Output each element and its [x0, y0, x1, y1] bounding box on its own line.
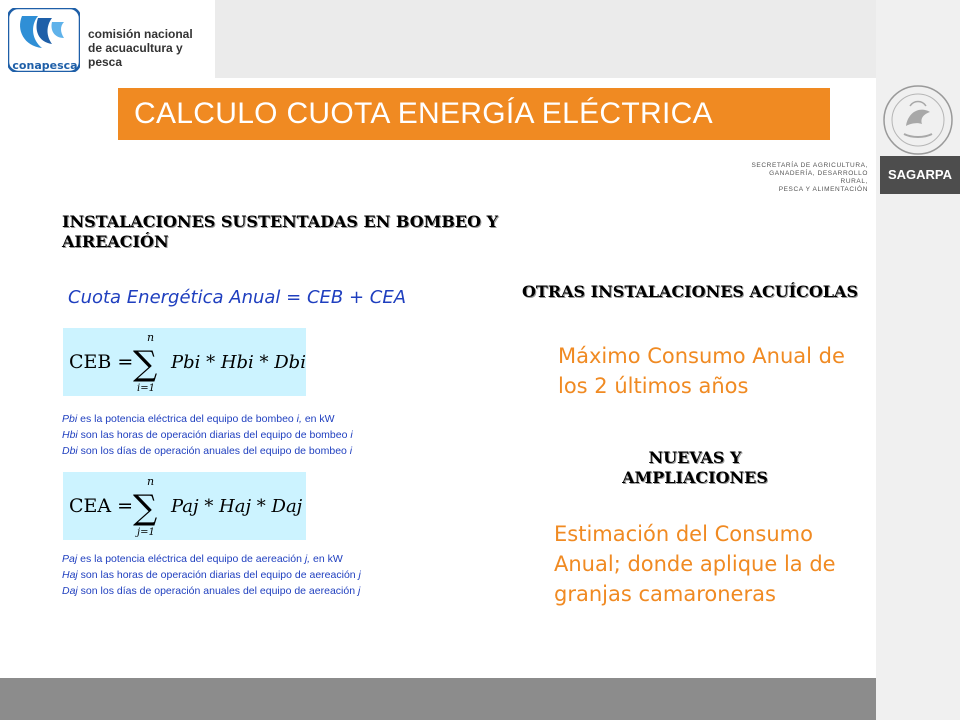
ceb-definition-pbi: Pbi es la potencia eléctrica del equipo de bombeo i, en kW	[62, 413, 335, 425]
heading-bombeo-aireacion: INSTALACIONES SUSTENTADAS EN BOMBEO Y AIREACIÓN	[62, 212, 499, 251]
footer-band	[0, 678, 876, 720]
title-bar	[118, 88, 830, 140]
cea-lower-limit: j=1	[137, 527, 155, 538]
logo-caption: conapesca	[12, 59, 78, 72]
heading-otras-instalaciones: OTRAS INSTALACIONES ACUÍCOLAS	[521, 282, 859, 301]
cea-definition-daj: Daj son los días de operación anuales del equipo de aereación j	[62, 585, 361, 597]
ceb-term: Pbi * Hbi * Dbi	[171, 352, 306, 373]
ceb-lhs: CEB =	[69, 351, 134, 373]
sagarpa-label: SAGARPA	[887, 167, 953, 182]
ceb-upper-limit: n	[147, 331, 155, 344]
slide-title: CALCULO CUOTA ENERGÍA ELÉCTRICA	[134, 97, 713, 130]
heading-nuevas-ampliaciones: NUEVAS Y AMPLIACIONES	[622, 448, 768, 487]
ceb-definition-hbi: Hbi son las horas de operación diarias del equipo de bombeo i	[62, 429, 353, 441]
ceb-definition-dbi: Dbi son los días de operación anuales del equipo de bombeo i	[62, 445, 353, 457]
cea-definition-paj: Paj es la potencia eléctrica del equipo de aereación j, en kW	[62, 553, 343, 565]
otras-description: Máximo Consumo Anual de los 2 últimos años	[558, 344, 845, 398]
annual-quota-formula: Cuota Energética Anual = CEB + CEA	[68, 287, 407, 308]
cea-definitions	[62, 551, 361, 599]
cea-term: Paj * Haj * Daj	[171, 496, 303, 517]
cea-sigma-icon: ∑	[133, 488, 158, 528]
sagarpa-badge	[880, 156, 960, 194]
cea-equation	[63, 472, 306, 540]
mexico-seal-icon	[880, 82, 956, 158]
ceb-sigma-icon: ∑	[133, 344, 158, 384]
conapesca-logo	[0, 0, 215, 78]
secretaria-name: SECRETARÍA DE AGRICULTURA, GANADERÍA, DESARROLLO RURAL, PESCA Y ALIMENTACIÓN	[751, 162, 868, 193]
cea-lhs: CEA =	[69, 495, 134, 517]
cea-equation-graphic	[63, 472, 306, 540]
ceb-definitions	[62, 411, 353, 459]
org-name: comisión nacional de acuacultura y pesca	[88, 27, 193, 69]
ceb-equation	[63, 328, 306, 396]
ceb-equation-graphic	[63, 328, 306, 396]
cea-upper-limit: n	[147, 475, 155, 488]
cea-definition-haj: Haj son las horas de operación diarias del equipo de aereación j	[62, 569, 361, 581]
ceb-lower-limit: i=1	[137, 383, 155, 394]
nuevas-description: Estimación del Consumo Anual; donde aplique la de granjas camaroneras	[554, 522, 836, 606]
